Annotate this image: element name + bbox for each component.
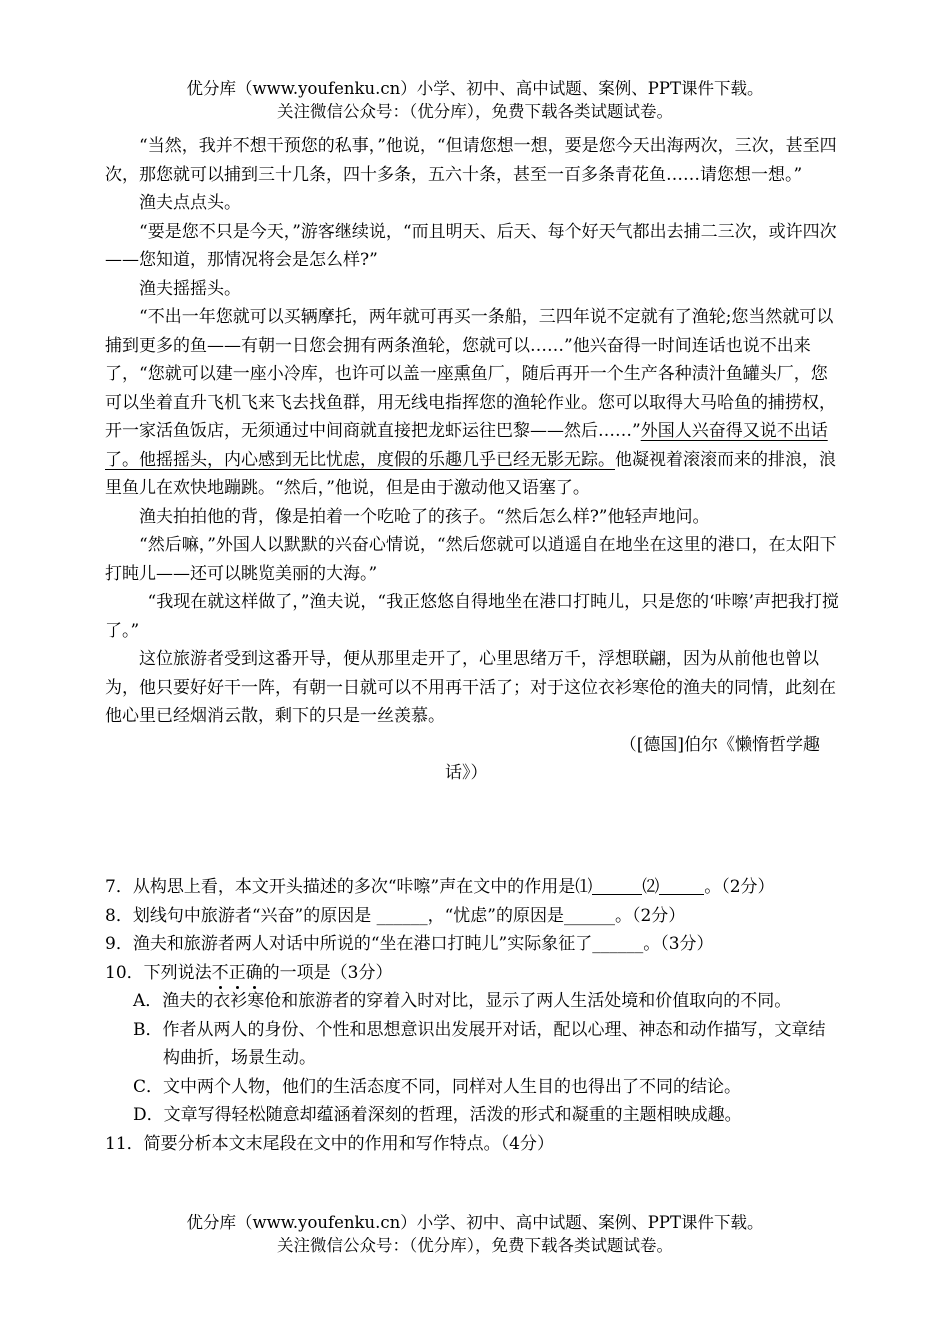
paragraph-6: 渔夫拍拍他的背，像是拍着一个吃呛了的孩子。“然后怎么样?”他轻声地问。	[139, 506, 710, 527]
paragraph-4: 渔夫摇摇头。	[139, 278, 241, 299]
option-a: A．渔夫的衣衫寒伧和旅游者的穿着入时对比，显示了两人生活处境和价值取向的不同。	[133, 991, 792, 1011]
questions-section	[105, 873, 840, 1158]
question-7: 7．从构思上看，本文开头描述的多次“咔嚓”声在文中的作用是⑴ ⑵ 。（2分）	[105, 877, 775, 897]
source-line-2: 话》）	[445, 763, 488, 783]
paragraph-8: “我现在就这样做了，”渔夫说，“我正悠悠自得地坐在港口打盹儿，只是您的‘咔嚓’声把我打搅了。”	[105, 592, 839, 641]
paragraph-5	[105, 303, 840, 503]
source-citation	[105, 731, 840, 788]
paragraph-1: “当然，我并不想干预您的私事，”他说，“但请您想一想，要是您今天出海两次，三次，甚至四次，那您就可以捕到三十几条，四十多条，五六十条，甚至一百多条青花鱼……请您想一想。”	[105, 136, 837, 185]
paragraph-9: 这位旅游者受到这番开导，便从那里走开了，心里思绪万千，浮想联翩，因为从前他也曾以为，他只要好好干一阵，有朝一日就可以不用再干活了；对于这位衣衫寒伧的渔夫的同情，此刻在他心里已经烟消云散，剩下的只是一丝羡慕。	[105, 649, 836, 726]
answer-blank-1[interactable]	[592, 876, 642, 895]
question-11: 11．简要分析本文末尾段在文中的作用和写作特点。（4分）	[105, 1133, 554, 1154]
option-d: D．文章写得轻松随意却蕴涵着深刻的哲理，活泼的形式和凝重的主题相映成趣。	[133, 1105, 742, 1125]
underlined-sentence: 外国人兴奋得又说不出话了。他摇摇头，内心感到无比忧虑，度假的乐趣几乎已经无影无踪。	[105, 421, 828, 470]
paragraph-5-part-a: “不出一年您就可以买辆摩托，两年就可再买一条船，三四年说不定就有了渔轮;您当然就可以捕到更多的鱼——有朝一日您会拥有两条渔轮，您就可以……”他兴奋得一时间连话也说不出来了，“您就可以建一座小冷库，也许可以盖一座熏鱼厂，随后再开一个生产各种渍汁鱼罐头厂，您可以坐着直升飞机飞来飞去找鱼群，用无线电指挥您的渔轮作业。您可以取得大马哈鱼的捕捞权，开一家活鱼饭店，无须通过中间商就直接把龙虾运往巴黎——然后……”	[105, 307, 836, 441]
article-body	[105, 132, 840, 788]
paragraph-2: 渔夫点点头。	[139, 193, 241, 213]
source-line-1: （[德国]伯尔《懒惰哲学趣	[619, 734, 820, 755]
page-header	[0, 77, 950, 123]
emphasis-dot-char: 正	[228, 962, 246, 983]
question-10: 10．下列说法不正确的一项是（3分）	[105, 962, 393, 983]
header-line-2: 关注微信公众号：（优分库），免费下载各类试题试卷。	[277, 102, 673, 121]
emphasis-dot-char: 不	[211, 962, 229, 983]
question-8: 8．划线句中旅游者“兴奋”的原因是 ______，“忧虑”的原因是______。（2分）	[105, 905, 686, 926]
option-c: C．文中两个人物，他们的生活态度不同，同样对人生目的也得出了不同的结论。	[133, 1076, 742, 1097]
paragraph-7: “然后嘛，”外国人以默默的兴奋心情说，“然后您就可以逍遥自在地坐在这里的港口，在太阳下打盹儿——还可以眺览美丽的大海。”	[105, 535, 837, 584]
footer-line-2: 关注微信公众号：（优分库），免费下载各类试题试卷。	[277, 1236, 673, 1255]
footer-line-1: 优分库（www.youfenku.cn）小学、初中、高中试题、案例、PPT课件下载。	[186, 1213, 764, 1232]
header-line-1: 优分库（www.youfenku.cn）小学、初中、高中试题、案例、PPT课件下载。	[186, 79, 764, 98]
paragraph-5-part-b: 他凝视着滚滚而来的排浪，浪里鱼儿在欢快地蹦跳。“然后，”他说，但是由于激动他又语塞了。	[105, 449, 836, 498]
emphasis-dot-char: 确	[245, 962, 263, 983]
page-footer	[0, 1211, 950, 1257]
paragraph-3: “要是您不只是今天，”游客继续说，“而且明天、后天、每个好天气都出去捕二三次，或许四次——您知道，那情况将会是怎么样?”	[105, 221, 837, 270]
option-b: B．作者从两人的身份、个性和思想意识出发展开对话，配以心理、神态和动作描写，文章结构曲折，场景生动。	[133, 1019, 826, 1068]
question-9: 9．渔夫和旅游者两人对话中所说的“坐在港口打盹儿”实际象征了______。（3分）	[105, 934, 714, 954]
answer-blank-2[interactable]	[659, 876, 704, 895]
